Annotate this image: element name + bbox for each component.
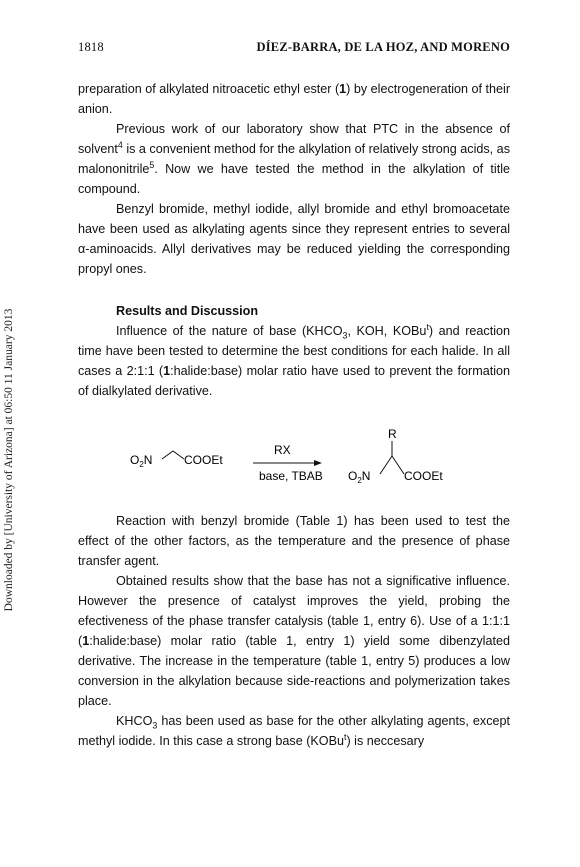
- reaction-arrowhead: [314, 460, 322, 466]
- reactant-ester-group: COOEt: [184, 453, 223, 467]
- paragraph-2: Previous work of our laboratory show that PTC in the absence of solvent$^4$ is a convenient method for the alkylation of relatively strong acids, as malononitrile$^5$. Now we have tested the method in the alkylation of title compound.: [78, 122, 510, 196]
- page-number: 1818: [78, 40, 104, 54]
- reaction-scheme: [78, 418, 510, 500]
- reagent-label: RX: [274, 443, 291, 457]
- product-bond: [380, 456, 404, 474]
- download-watermark: [2, 240, 16, 680]
- product-ester-group: COOEt: [404, 469, 443, 483]
- body-text-bottom: [78, 511, 510, 751]
- product-substituent: R: [388, 427, 397, 441]
- reactant-bond: [162, 451, 184, 459]
- paragraph-3: Benzyl bromide, methyl iodide, allyl bromide and ethyl bromoacetate have been used as alkylating agents since they represent entries to several α-aminoacids. Allyl derivatives may be reduced yielding the corresponding propyl ones.: [78, 202, 510, 276]
- body-text-top: [78, 79, 510, 279]
- paragraph-5: Reaction with benzyl bromide (Table 1) has been used to test the effect of the other factors, as the temperature and the presence of phase transfer agent.: [78, 514, 510, 568]
- product-nitro-group: $O_2N$: [348, 469, 371, 485]
- paragraph-4: Influence of the nature of base ($KHCO_3$, KOH, KOBu$^t$) and reaction time have been tested to determine the best conditions for each halide. In all cases a 2:1:1 (1:halide:base) molar ratio have used to prevent the formation of dialkylated derivative.: [78, 321, 511, 398]
- reaction-scheme-drawing: [78, 418, 510, 500]
- paragraph-1: preparation of alkylated nitroacetic ethyl ester (1) by electrogeneration of their anion.: [78, 82, 511, 116]
- running-head: DÍEZ-BARRA, DE LA HOZ, AND MORENO: [256, 40, 510, 54]
- reactant-nitro-group: $O_2N$: [130, 453, 153, 469]
- conditions-label: base, TBAB: [259, 469, 323, 483]
- paragraph-6: Obtained results show that the base has not a significative influence. However the presence of catalyst improves the yield, probing the efectiveness of the phase transfer catalysis (table 1, entry 6). Use of a 1:1:1 (1:halide:base) molar ratio (table 1, entry 1) yield some dibenzylated derivative. The increase in the temperature (table 1, entry 5) produces a low conversion in the alkylation because side-reactions and polymerization takes place.: [78, 574, 510, 708]
- section-heading: Results and Discussion: [116, 304, 259, 318]
- paragraph-7: $KHCO_3$ has been used as base for the other alkylating agents, except methyl iodide. In this case a strong base (KOBu$^t$) is neccesary: [78, 714, 510, 748]
- body-text-results: [78, 301, 510, 401]
- download-watermark-text: Downloaded by [University of Arizona] at 06:50 11 January 2013: [3, 308, 15, 612]
